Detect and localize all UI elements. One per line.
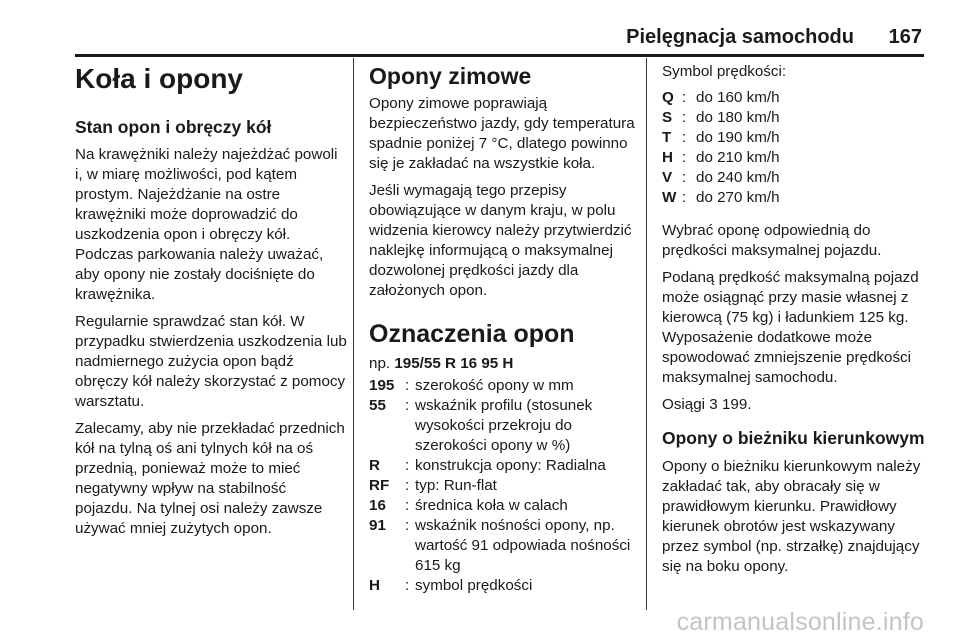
speed-colon: :: [682, 169, 687, 186]
marking-desc: wskaźnik profilu (stosunek wysokości przekroju do szerokości opony w %): [415, 397, 593, 454]
speed-code: S: [662, 109, 673, 126]
speed-colon: :: [682, 109, 687, 126]
example-prefix: np.: [369, 355, 395, 372]
marking-code: 195: [369, 377, 395, 394]
marking-code: RF: [369, 477, 390, 494]
tire-markings-title: Oznaczenia opon: [369, 320, 575, 348]
marking-code: H: [369, 577, 380, 594]
column-1: [75, 62, 347, 546]
column-divider-2: [646, 58, 647, 610]
speed-colon: :: [682, 129, 687, 146]
column-divider-1: [353, 58, 354, 610]
page-header: [0, 0, 960, 56]
marking-colon: :: [405, 497, 410, 514]
performance-reference[interactable]: [662, 395, 930, 415]
marking-desc: konstrukcja opony: Radialna: [415, 457, 606, 474]
winter-tires-title: Opony zimowe: [369, 63, 532, 89]
speed-code: T: [662, 129, 672, 146]
paragraph-curbs: Na krawężniki należy najeżdżać powoli i, w miarę możliwości, pod kątem prostym. Najeżdżanie na ostre krawężniki może doprowadzić do uszkodzenia opon i obręczy kół. Podczas parkowania należy uważać, aby opony nie zostały dociśnięte do krawężnika.: [75, 146, 338, 303]
speed-colon: :: [682, 89, 687, 106]
marking-colon: :: [405, 477, 410, 494]
marking-desc: szerokość opony w mm: [415, 377, 574, 394]
marking-desc: wskaźnik nośności opony, np. wartość 91 odpowiada nośności 615 kg: [415, 517, 631, 574]
marking-code: 91: [369, 517, 386, 534]
marking-desc: typ: Run-flat: [415, 477, 497, 494]
subsection-title: Stan opon i obręczy kół: [75, 117, 272, 137]
speed-colon: :: [682, 189, 687, 206]
speed-colon: :: [682, 149, 687, 166]
marking-colon: :: [405, 517, 410, 534]
reference-text: Osiągi: [662, 396, 706, 413]
speed-desc: do 180 km/h: [696, 109, 780, 126]
speed-desc: do 190 km/h: [696, 129, 780, 146]
section-title: Koła i opony: [75, 63, 243, 94]
speed-desc: do 160 km/h: [696, 89, 780, 106]
watermark: carmanualsonline.info: [676, 608, 924, 636]
marking-desc: symbol prędkości: [415, 577, 533, 594]
speed-symbol-intro: Symbol prędkości:: [662, 63, 787, 80]
paragraph-directional: Opony o bieżniku kierunkowym należy zakładać tak, aby obracały się w prawidłowym kierunku. Prawidłowy kierunek obrotów jest wskazywany przez symbol (np. strzałkę) znajdujący się na boku opony.: [662, 458, 921, 575]
tire-markings-list: [369, 376, 637, 596]
speed-desc: do 270 km/h: [696, 189, 780, 206]
header-rule: [75, 54, 924, 57]
paragraph-rotation: Zalecamy, aby nie przekładać przednich kół na tylną oś ani tylnych kół na oś przednią, ponieważ może to mieć negatywny wpływ na stabilność pojazdu. Na tylnej osi należy zawsze używać mniej zużytych opon.: [75, 420, 345, 537]
speed-code: W: [662, 189, 677, 206]
paragraph-winter-2: Jeśli wymagają tego przepisy obowiązujące w danym kraju, w polu widzenia kierowcy należy przytwierdzić naklejkę informującą o maksymalnej dozwolonej prędkości jazdy dla założonych opon.: [369, 182, 632, 299]
arrow-right-icon: 3: [709, 396, 718, 413]
marking-code: R: [369, 457, 380, 474]
column-2: [369, 62, 637, 596]
marking-code: 55: [369, 397, 386, 414]
example-code: 195/55 R 16 95 H: [394, 355, 514, 372]
column-3: [662, 62, 930, 584]
paragraph-winter-1: Opony zimowe poprawiają bezpieczeństwo jazdy, gdy temperatura spadnie poniżej 7 °C, dlatego powinno się je zakładać na wszystkie koła.: [369, 95, 635, 172]
paragraph-check-wheels: Regularnie sprawdzać stan kół. W przypadku stwierdzenia uszkodzenia lub nadmiernego zużycia opon bądź obręczy kół należy skorzystać z pomocy warsztatu.: [75, 313, 347, 410]
tire-code-example: [369, 354, 637, 374]
reference-page: 199.: [721, 396, 752, 413]
paragraph-choose-tire: Wybrać oponę odpowiednią do prędkości maksymalnej pojazdu.: [662, 222, 882, 259]
speed-code: Q: [662, 89, 674, 106]
marking-colon: :: [405, 457, 410, 474]
marking-colon: :: [405, 377, 410, 394]
speed-code: V: [662, 169, 673, 186]
marking-colon: :: [405, 397, 410, 414]
speed-desc: do 210 km/h: [696, 149, 780, 166]
paragraph-max-speed: Podaną prędkość maksymalną pojazd może osiągnąć przy masie własnej z kierowcą (75 kg) i ładunkiem 125 kg. Wyposażenie dodatkowe może spowodować zmniejszenie prędkości maksymalnej samochodu.: [662, 269, 919, 386]
header-title: Pielęgnacja samochodu: [626, 26, 854, 48]
marking-desc: średnica koła w calach: [415, 497, 568, 514]
speed-symbol-list: [662, 88, 930, 208]
directional-tires-title: Opony o bieżniku kierunkowym: [662, 428, 925, 448]
speed-desc: do 240 km/h: [696, 169, 780, 186]
page-number: 167: [888, 26, 922, 48]
speed-code: H: [662, 149, 673, 166]
marking-colon: :: [405, 577, 410, 594]
marking-code: 16: [369, 497, 386, 514]
